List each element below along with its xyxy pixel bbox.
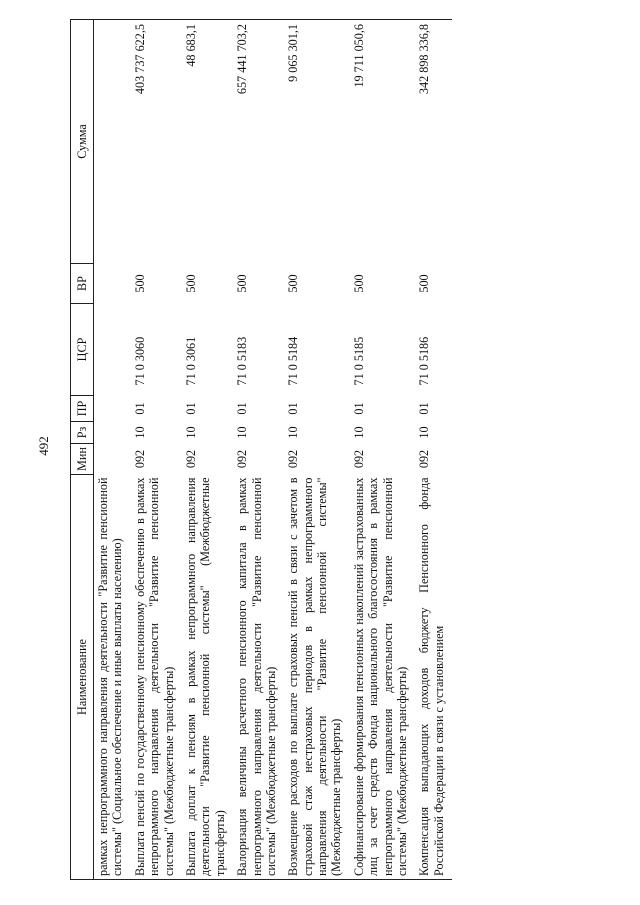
table-row: [131, 20, 182, 880]
row-csr: 71 0 3060: [132, 336, 147, 386]
row-name: Выплата доплат к пенсиям в рамках непрограммного направления деятельности "Развитие пенсионной системы" (Межбюджетные трансферты): [182, 475, 233, 880]
row-vr: 500: [286, 274, 301, 293]
row-rz: 10: [235, 426, 250, 439]
row-min: 092: [417, 449, 432, 469]
row-sum: [94, 20, 131, 264]
header-rz: Рз: [71, 422, 94, 444]
row-pr: 01: [351, 402, 366, 415]
row-name: Компенсация выпадающих доходов бюджету Пенсионного фонда Российской Федерации в связи с установлением: [415, 475, 452, 880]
row-vr: 500: [183, 274, 198, 293]
row-rz: 10: [132, 426, 147, 439]
row-rz: [94, 422, 131, 444]
row-name: рамках непрограммного направления деятельности "Развитие пенсионной системы" (Социальное обеспечение и иные выплаты населению): [94, 475, 131, 880]
row-sum: 19 711 050,6: [350, 20, 416, 264]
row-name: Валоризация величины расчетного пенсионного капитала в рамках непрограммного направления деятельности "Развитие пенсионной системы" (Межбюджетные трансферты): [233, 475, 284, 880]
row-pr: 01: [132, 402, 147, 415]
row-pr: 01: [417, 402, 432, 415]
row-rz: 10: [351, 426, 366, 439]
table-row: [94, 20, 131, 880]
row-csr: [94, 304, 131, 396]
header-vr: ВР: [71, 264, 94, 304]
header-pr: ПР: [71, 396, 94, 422]
row-sum: 48 683,1: [182, 20, 233, 264]
row-rz: 10: [286, 426, 301, 439]
row-pr: 01: [183, 402, 198, 415]
header-min: Мин: [71, 444, 94, 475]
row-min: 092: [183, 449, 198, 469]
table-row: [233, 20, 284, 880]
row-pr: 01: [286, 402, 301, 415]
row-sum: 657 441 703,2: [233, 20, 284, 264]
row-sum: 342 898 336,8: [415, 20, 452, 264]
row-sum: 403 737 622,5: [131, 20, 182, 264]
row-name: Возмещение расходов по выплате страховых пенсий в связи с зачетом в страховой стаж нестраховых периодов в рамках непрограммного направления деятельности "Развитие пенсионной системы" (Межбюджетные трансферты): [284, 475, 350, 880]
header-name: Наименование: [71, 475, 94, 880]
row-csr: 71 0 5183: [235, 336, 250, 386]
row-name: Софинансирование формирования пенсионных накоплений застрахованных лиц за счет средств Фонда национального благосостояния в рамках непрограммного направления деятельности "Развитие пенсионной системы" (Межбюджетные трансферты): [350, 475, 416, 880]
table-row: [350, 20, 416, 880]
header-csr: ЦСР: [71, 304, 94, 396]
table-row: [284, 20, 350, 880]
row-vr: 500: [132, 274, 147, 293]
row-min: 092: [286, 449, 301, 469]
row-csr: 71 0 5185: [351, 336, 366, 386]
row-min: 092: [132, 449, 147, 469]
row-sum: 9 065 301,1: [284, 20, 350, 264]
row-min: 092: [351, 449, 366, 469]
row-min: [94, 444, 131, 475]
row-vr: 500: [417, 274, 432, 293]
row-rz: 10: [417, 426, 432, 439]
table-row: [415, 20, 452, 880]
row-csr: 71 0 5186: [417, 336, 432, 386]
row-csr: 71 0 5184: [286, 336, 301, 386]
row-vr: [94, 264, 131, 304]
budget-table: [70, 19, 452, 880]
row-pr: [94, 396, 131, 422]
table-header-row: [71, 20, 94, 880]
row-csr: 71 0 3061: [183, 336, 198, 386]
page-number: 492: [35, 436, 51, 456]
row-vr: 500: [235, 274, 250, 293]
row-name: Выплата пенсий по государственному пенсионному обеспечению в рамках непрограммного направления деятельности "Развитие пенсионной системы" (Межбюджетные трансферты): [131, 475, 182, 880]
row-rz: 10: [183, 426, 198, 439]
row-vr: 500: [351, 274, 366, 293]
rotated-page-content: [70, 20, 560, 880]
header-sum: Сумма: [71, 20, 94, 264]
table-row: [182, 20, 233, 880]
row-min: 092: [235, 449, 250, 469]
row-pr: 01: [235, 402, 250, 415]
